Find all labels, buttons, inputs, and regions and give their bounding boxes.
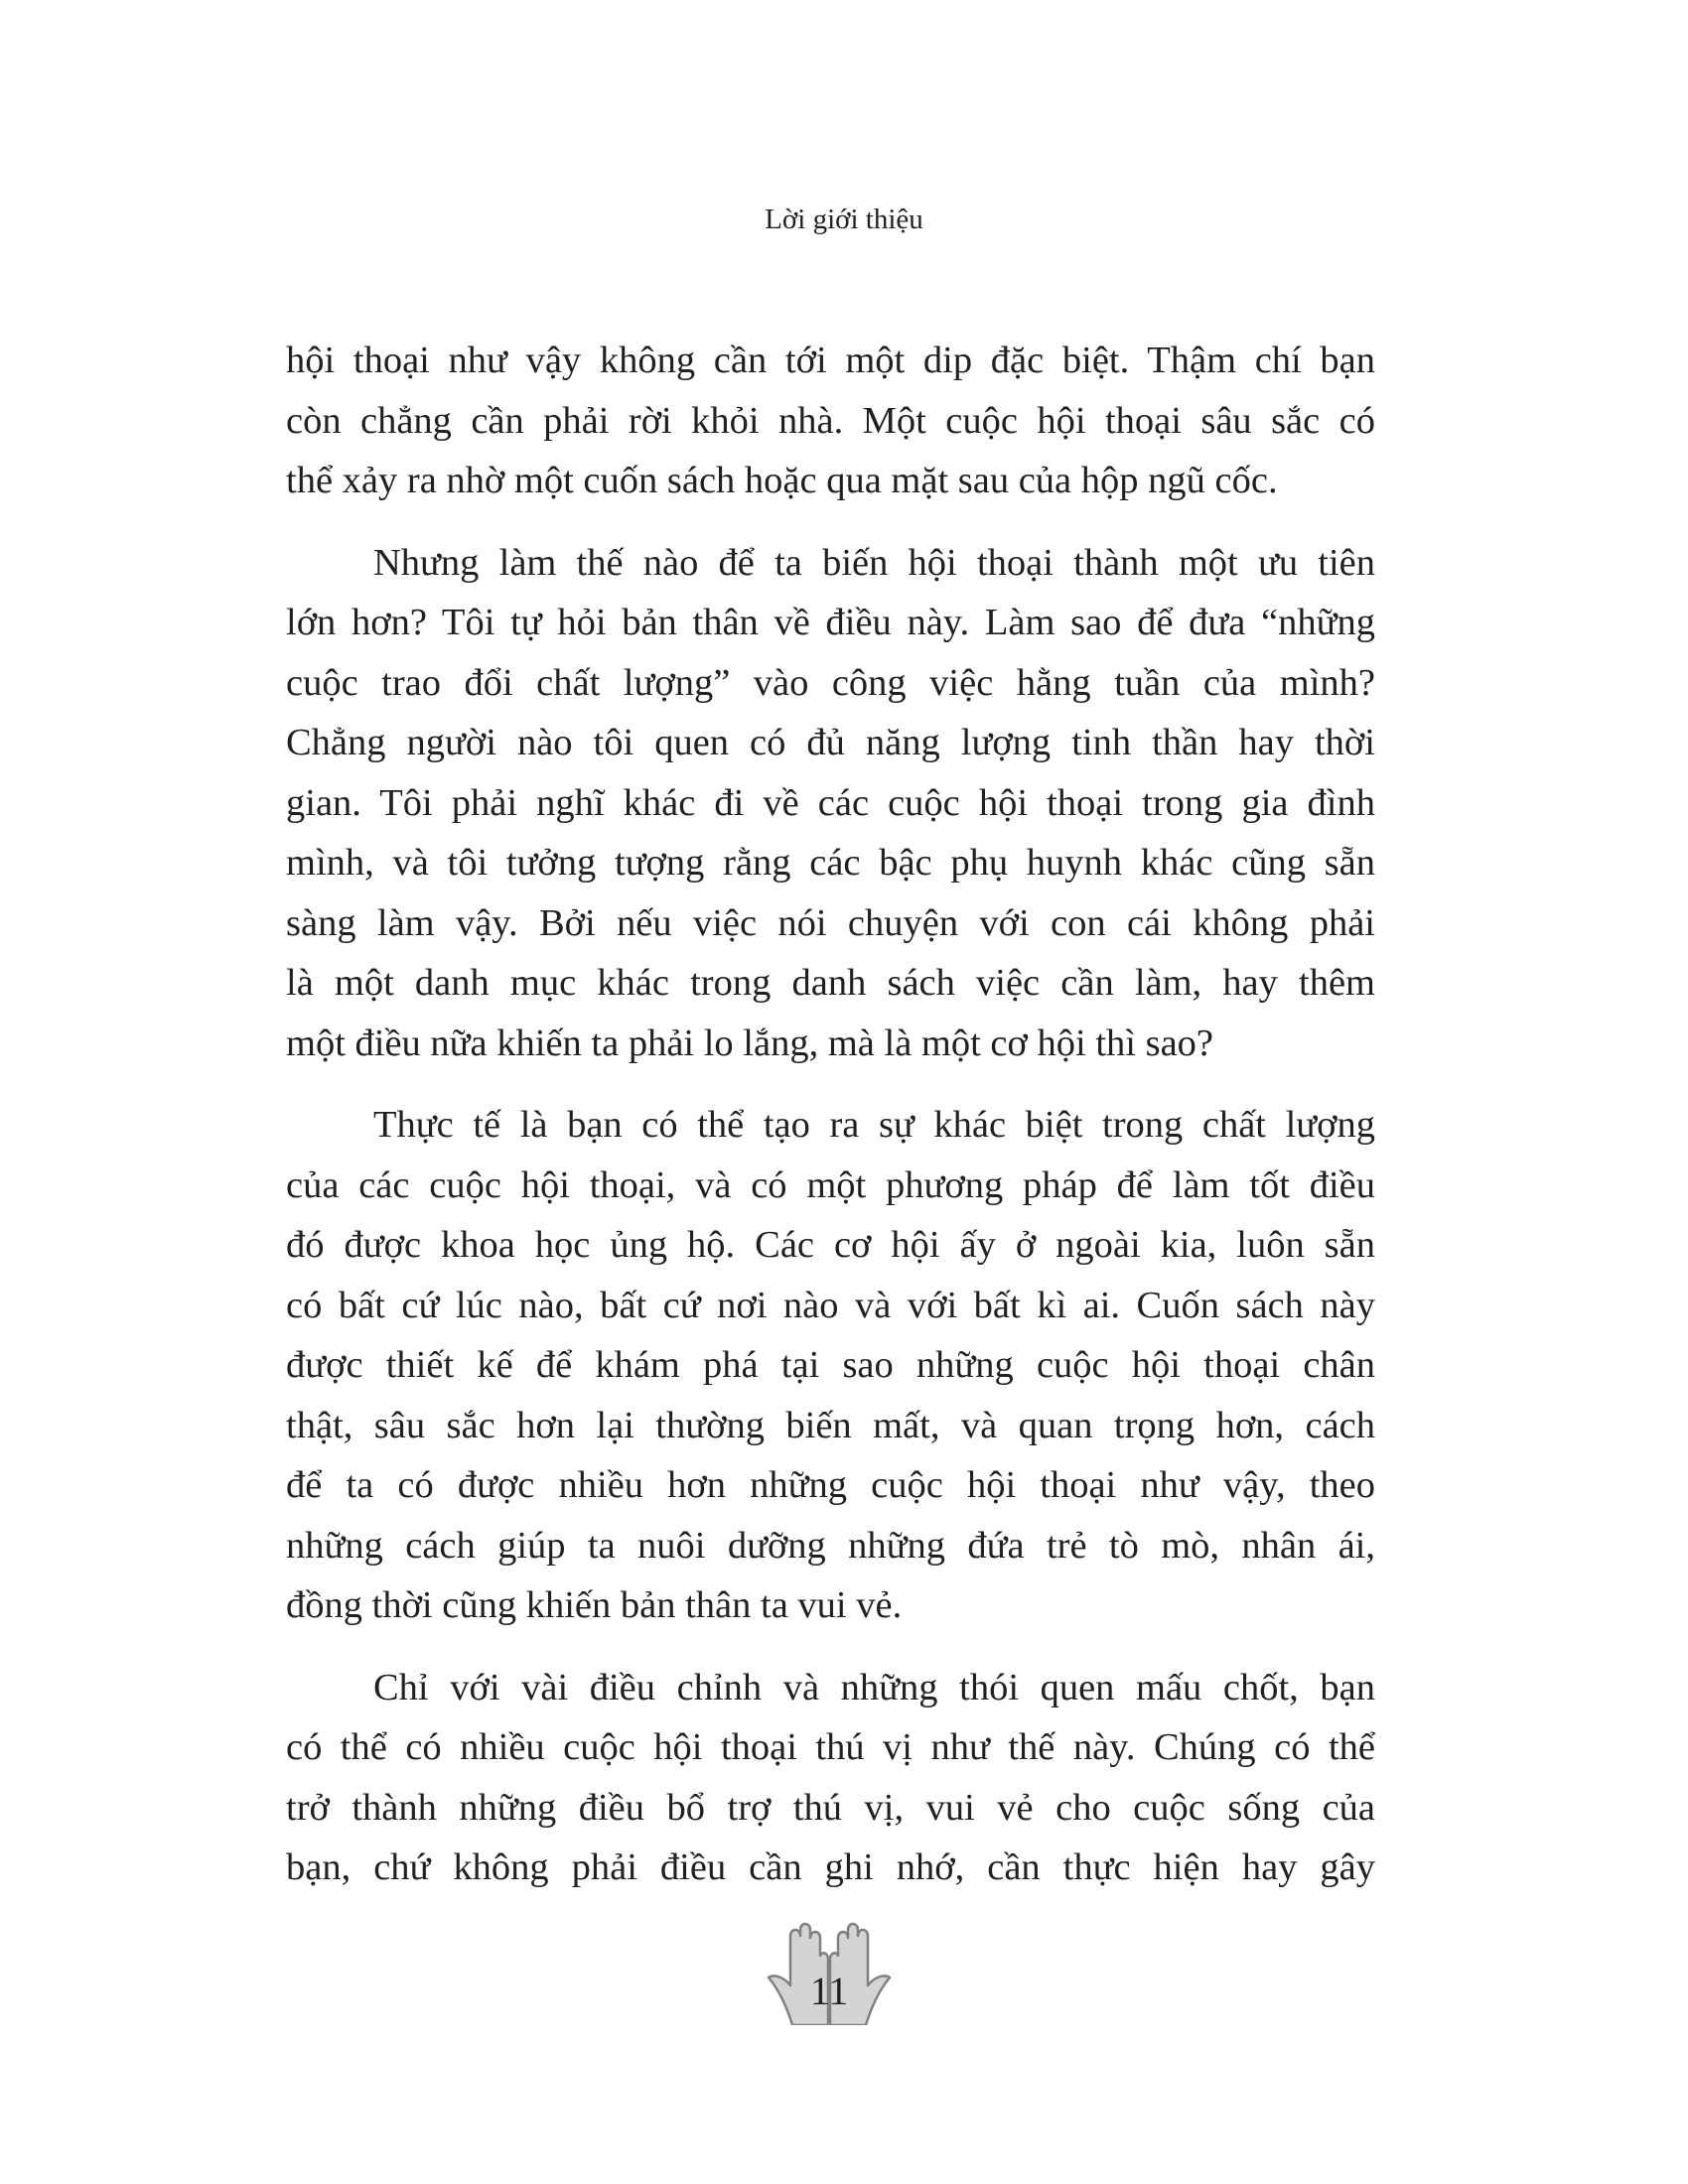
text-line: Chỉ với vài điều chỉnh và những thói quen mấu chốt, bạn — [373, 1666, 1375, 1708]
text-line: còn chẳng cần phải rời khỏi nhà. Một cuộc hội thoại sâu sắc có — [286, 399, 1375, 442]
text-line: sàng làm vậy. Bởi nếu việc nói chuyện với con cái không phải — [286, 901, 1375, 944]
paragraph — [286, 1095, 1375, 1636]
page-number: 11 — [809, 1969, 849, 2013]
text-line: một điều nữa khiến ta phải lo lắng, mà là một cơ hội thì sao? — [286, 1022, 1214, 1064]
running-header: Lời giới thiệu — [765, 204, 923, 235]
page-number-badge — [765, 1916, 894, 2025]
text-line: những cách giúp ta nuôi dưỡng những đứa trẻ tò mò, nhân ái, — [286, 1524, 1375, 1567]
text-line: có bất cứ lúc nào, bất cứ nơi nào và với bất kì ai. Cuốn sách này — [286, 1284, 1375, 1326]
text-line: đó được khoa học ủng hộ. Các cơ hội ấy ở ngoài kia, luôn sẵn — [286, 1224, 1375, 1266]
text-line: Chẳng người nào tôi quen có đủ năng lượng tinh thần hay thời — [286, 722, 1375, 763]
text-line: trở thành những điều bổ trợ thú vị, vui vẻ cho cuộc sống của — [286, 1786, 1375, 1829]
text-line: hội thoại như vậy không cần tới một dip đặc biệt. Thậm chí bạn — [286, 340, 1375, 381]
paragraph — [286, 331, 1375, 511]
text-line: cuộc trao đổi chất lượng” vào công việc hằng tuần của mình? — [286, 661, 1375, 704]
text-line: lớn hơn? Tôi tự hỏi bản thân về điều này. Làm sao để đưa “những — [286, 602, 1375, 643]
text-line: được thiết kế để khám phá tại sao những cuộc hội thoại chân — [286, 1344, 1375, 1386]
text-line: đồng thời cũng khiến bản thân ta vui vẻ. — [286, 1584, 903, 1626]
text-line: Nhưng làm thế nào để ta biến hội thoại thành một ưu tiên — [373, 541, 1375, 584]
text-line: bạn, chứ không phải điều cần ghi nhớ, cần thực hiện hay gây — [286, 1846, 1375, 1888]
body-text — [286, 331, 1375, 1920]
paragraph — [286, 533, 1375, 1074]
text-line: để ta có được nhiều hơn những cuộc hội thoại như vậy, theo — [286, 1464, 1375, 1506]
text-line: Thực tế là bạn có thể tạo ra sự khác biệt trong chất lượng — [373, 1104, 1375, 1146]
text-line: của các cuộc hội thoại, và có một phương pháp để làm tốt điều — [286, 1163, 1375, 1206]
text-line: gian. Tôi phải nghĩ khác đi về các cuộc hội thoại trong gia đình — [286, 781, 1375, 824]
paragraph — [286, 1658, 1375, 1898]
text-line: thể xảy ra nhờ một cuốn sách hoặc qua mặt sau của hộp ngũ cốc. — [286, 460, 1278, 501]
text-line: là một danh mục khác trong danh sách việc cần làm, hay thêm — [286, 962, 1375, 1004]
text-line: có thể có nhiều cuộc hội thoại thú vị như thế này. Chúng có thể — [286, 1726, 1375, 1768]
text-line: mình, và tôi tưởng tượng rằng các bậc phụ huynh khác cũng sẵn — [286, 842, 1375, 884]
text-line: thật, sâu sắc hơn lại thường biến mất, và quan trọng hơn, cách — [286, 1404, 1375, 1446]
